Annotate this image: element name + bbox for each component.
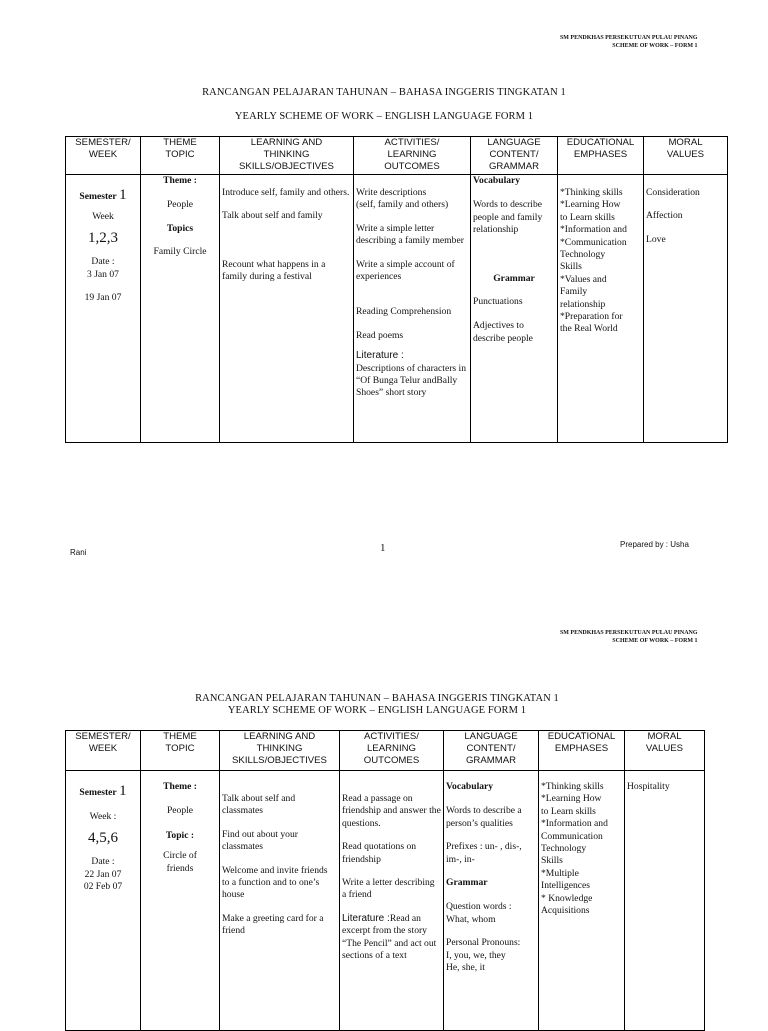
header-values: MORAL VALUES: [644, 137, 728, 175]
semester-number: 1: [119, 783, 127, 799]
emphasis-item: *Learning How to Learn skills: [541, 793, 602, 817]
literature-text: Read an excerpt from the story “The Pencil” and act out sections of a text: [342, 912, 437, 962]
skill-item: Make a greeting card for a friend: [222, 912, 324, 937]
emphases-cell: [539, 771, 625, 1031]
vocabulary-text: Words to describe people and family relationship: [473, 199, 543, 236]
topic-label: Topic :: [165, 829, 195, 841]
activity-item: Write a letter describing a friend: [342, 877, 435, 901]
vocabulary-label: Vocabulary: [446, 781, 494, 792]
theme-label: Theme :: [163, 175, 197, 186]
topics-label: Topics: [166, 222, 194, 234]
title-english: YEARLY SCHEME OF WORK – ENGLISH LANGUAGE FORM 1: [234, 111, 534, 122]
value-item: Affection: [646, 210, 683, 222]
grammar-item: Adjectives to describe people: [473, 320, 533, 344]
title-malay: RANCANGAN PELAJARAN TAHUNAN – BAHASA INGGERIS TINGKATAN 1: [195, 693, 559, 704]
skill-item: Introduce self, family and others.: [222, 187, 350, 198]
grammar-item: Question words : What, whom: [446, 901, 512, 925]
topic-value: Family Circle: [153, 246, 207, 258]
emphasis-item: *Thinking skills: [560, 187, 623, 198]
activities-cell: [340, 771, 444, 1031]
scheme-table: [65, 730, 705, 1031]
table-header-row: [66, 137, 728, 175]
theme-cell: [141, 771, 220, 1031]
semester-heading: Semester 1: [79, 783, 127, 799]
value-item: Hospitality: [627, 781, 670, 792]
header-emphases: EDUCATIONAL EMPHASES: [558, 137, 644, 175]
literature-block: [342, 913, 441, 963]
topic-value: Circle of friends: [163, 850, 197, 874]
emphasis-item: *Communication Technology Skills: [560, 236, 627, 273]
date-from: 3 Jan 07: [87, 268, 119, 280]
emphasis-item: *Information and Communication Technology Skills: [541, 818, 608, 867]
week-label: Week :: [89, 811, 117, 823]
week-numbers: 1,2,3: [88, 229, 118, 246]
table-row: [66, 771, 705, 1031]
header-theme: THEME TOPIC: [141, 731, 220, 771]
page-2: [0, 580, 768, 1024]
theme-value: People: [166, 199, 194, 211]
header-semester: SEMESTER/ WEEK: [66, 137, 141, 175]
emphasis-item: *Values and Family relationship: [560, 273, 607, 310]
school-name: SM PENDKHAS PERSEKUTUAN PULAU PINANG: [560, 34, 698, 41]
date-to: 19 Jan 07: [84, 292, 122, 304]
header-skills: LEARNING AND THINKING SKILLS/OBJECTIVES: [220, 137, 354, 175]
header-emphases: EDUCATIONAL EMPHASES: [539, 731, 625, 771]
semester-number: 1: [119, 187, 127, 203]
theme-cell: [141, 175, 220, 443]
grammar-item: Personal Pronouns: I, you, we, they He, she, it: [446, 937, 521, 974]
skill-item: Talk about self and classmates: [222, 793, 296, 817]
title-english: YEARLY SCHEME OF WORK – ENGLISH LANGUAGE FORM 1: [227, 705, 527, 716]
skill-item: Talk about self and family: [222, 210, 323, 222]
activity-item: Write descriptions (self, family and others): [356, 187, 449, 211]
footer-author: Rani: [70, 548, 87, 557]
emphasis-item: * Knowledge Acquisitions: [541, 892, 593, 917]
skill-item: Welcome and invite friends to a function and to one’s house: [222, 864, 328, 901]
header-activities: ACTIVITIES/ LEARNING OUTCOMES: [354, 137, 471, 175]
theme-label: Theme :: [163, 781, 197, 792]
footer-prepared-by: Prepared by : Usha: [620, 540, 689, 549]
skill-item: Recount what happens in a family during a festival: [222, 258, 326, 283]
scheme-label: SCHEME OF WORK – FORM 1: [612, 637, 698, 644]
date-label: Date :: [91, 856, 115, 868]
activity-item: Read poems: [356, 329, 404, 341]
header-skills: LEARNING AND THINKING SKILLS/OBJECTIVES: [220, 731, 340, 771]
literature-label: Literature :: [356, 350, 404, 362]
skills-cell: [220, 175, 354, 443]
grammar-item: Punctuations: [473, 296, 523, 308]
emphases-cell: [558, 175, 644, 443]
theme-value: People: [166, 805, 194, 817]
emphasis-item: *Learning How to Learn skills: [560, 199, 621, 223]
literature-text: Descriptions of characters in “Of Bunga Telur andBally Shoes” short story: [356, 362, 467, 399]
school-name: SM PENDKHAS PERSEKUTUAN PULAU PINANG: [560, 629, 698, 636]
activity-item: Reading Comprehension: [356, 306, 452, 318]
header-activities: ACTIVITIES/ LEARNING OUTCOMES: [340, 731, 444, 771]
date-label: Date :: [91, 256, 115, 268]
activity-item: Write a simple letter describing a family member: [356, 222, 464, 247]
title-malay: RANCANGAN PELAJARAN TAHUNAN – BAHASA INGGERIS TINGKATAN 1: [202, 87, 566, 98]
vocabulary-label: Vocabulary: [473, 175, 521, 186]
header-semester: SEMESTER/ WEEK: [66, 731, 141, 771]
activity-item: Read quotations on friendship: [342, 841, 417, 865]
semester-cell: [66, 771, 141, 1031]
skills-cell: [220, 771, 340, 1031]
vocabulary-text: Words to describe a person’s qualities: [446, 805, 522, 829]
scheme-table: [65, 136, 728, 443]
grammar-label: Grammar: [446, 877, 488, 889]
semester-heading: Semester 1: [79, 187, 127, 203]
language-cell: [471, 175, 558, 443]
skill-item: Find out about your classmates: [222, 828, 298, 853]
week-label: Week: [92, 211, 114, 223]
emphasis-item: *Information and: [560, 224, 627, 236]
emphasis-item: *Multiple Intelligences: [541, 867, 591, 892]
table-row: [66, 175, 728, 443]
values-cell: [644, 175, 728, 443]
activity-item: Read a passage on friendship and answer the questions.: [342, 793, 441, 829]
school-header: [560, 629, 698, 645]
value-item: Consideration: [646, 187, 700, 198]
header-theme: THEME TOPIC: [141, 137, 220, 175]
language-cell: [444, 771, 539, 1031]
grammar-label: Grammar: [493, 272, 535, 284]
value-item: Love: [646, 233, 666, 245]
literature-label: Literature :: [342, 912, 390, 924]
week-numbers: 4,5,6: [88, 829, 118, 846]
activities-cell: [354, 175, 471, 443]
header-language: LANGUAGE CONTENT/ GRAMMAR: [471, 137, 558, 175]
semester-cell: [66, 175, 141, 443]
date-from: 22 Jan 07: [84, 868, 122, 880]
school-header: [560, 34, 698, 50]
header-values: MORAL VALUES: [625, 731, 705, 771]
emphasis-item: *Thinking skills: [541, 781, 604, 792]
prefixes-text: Prefixes : un- , dis-, im-, in-: [446, 841, 522, 865]
page-number: 1: [380, 542, 386, 554]
values-cell: [625, 771, 705, 1031]
emphasis-item: *Preparation for the Real World: [560, 311, 623, 335]
scheme-label: SCHEME OF WORK – FORM 1: [612, 42, 698, 49]
table-header-row: [66, 731, 705, 771]
activity-item: Write a simple account of experiences: [356, 258, 455, 283]
date-to: 02 Feb 07: [83, 881, 123, 893]
header-language: LANGUAGE CONTENT/ GRAMMAR: [444, 731, 539, 771]
